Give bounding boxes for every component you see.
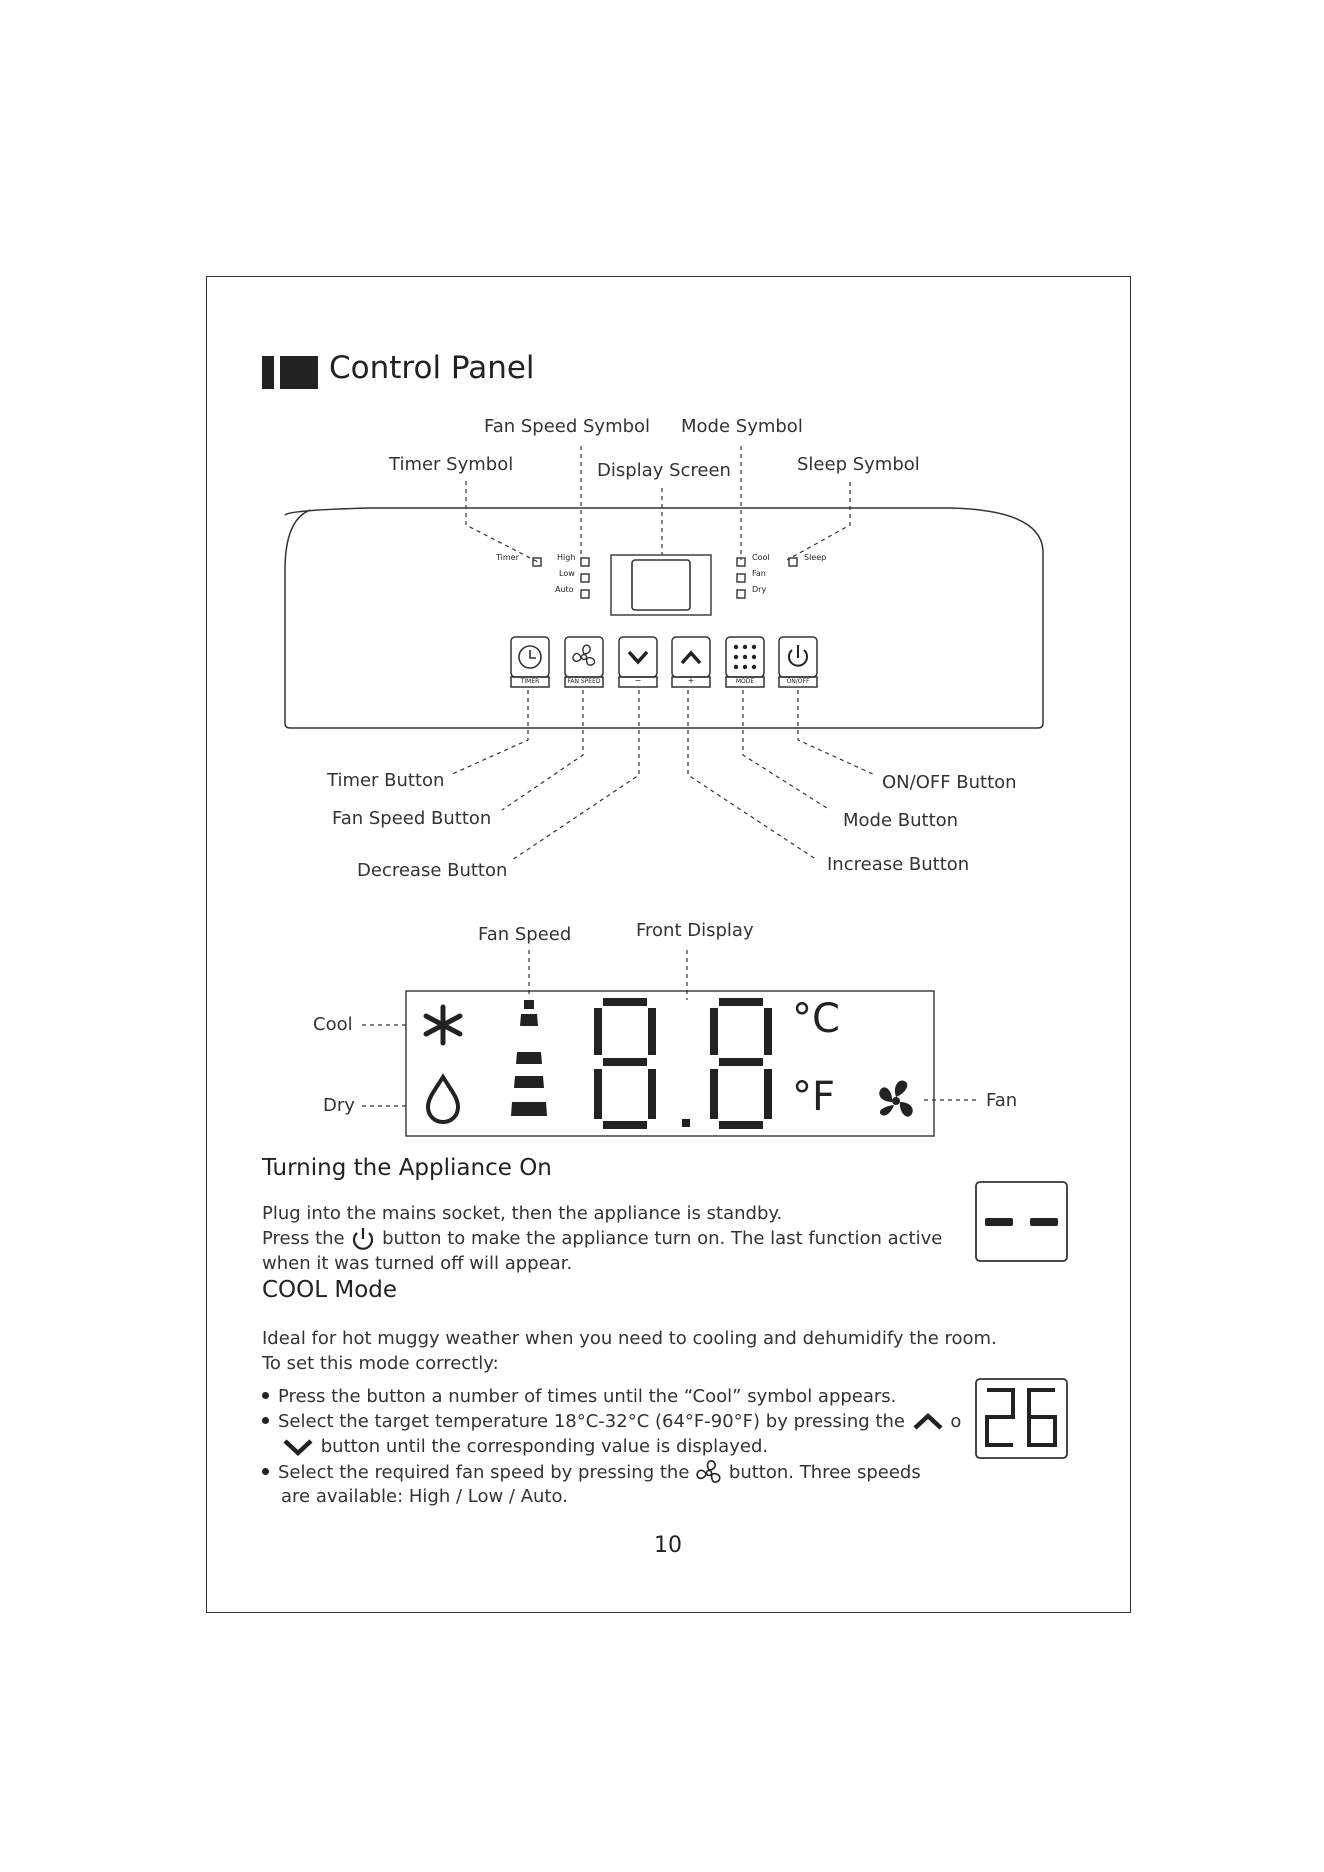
turning-on-line2-after: button to make the appliance turn on. The last function active: [382, 1228, 943, 1249]
indicator-sleep-label: Sleep: [804, 553, 827, 562]
turning-on-line2-before: Press the: [262, 1228, 345, 1249]
callout-fan-speed-symbol: Fan Speed Symbol: [484, 416, 651, 437]
power-icon: [789, 645, 807, 666]
chevron-up-icon: [911, 1412, 945, 1432]
indicator-cool-label: Cool: [752, 553, 770, 562]
water-drop-icon: [428, 1077, 458, 1122]
title-marker-icon-svg: [262, 356, 318, 389]
bullet-dot: [262, 1392, 269, 1399]
callout-fan-speed-button: Fan Speed Button: [332, 808, 492, 829]
decimal-point: [682, 1119, 690, 1127]
fan-icon: [695, 1459, 723, 1487]
callout-front-display: Front Display: [636, 920, 754, 941]
bullet-dot: [262, 1468, 269, 1475]
chevron-down-icon: [629, 652, 647, 662]
button-caption-minus: −: [634, 676, 642, 685]
callout-display-screen: Display Screen: [597, 460, 731, 481]
button-caption-plus: +: [687, 676, 695, 685]
fahrenheit-label: °F: [792, 1074, 836, 1120]
fan-icon: [573, 645, 595, 665]
cool-mode-bullet2-line2: [281, 1434, 768, 1459]
cool-mode-bullet2-line2-text: button until the corresponding value is displayed.: [320, 1436, 769, 1457]
indicator-dry-label: Dry: [752, 585, 767, 594]
cool-mode-bullet2-before: Select the target temperature 18°C-32°C (64°F-90°F) by pressing the: [278, 1411, 905, 1432]
power-icon: [350, 1226, 376, 1252]
cool-mode-bullet3-after: button. Three speeds: [728, 1462, 921, 1483]
button-caption-mode: MODE: [735, 678, 755, 685]
cool-mode-bullet2: [262, 1409, 961, 1434]
chevron-up-icon: [682, 653, 700, 663]
chevron-down-icon: [281, 1437, 315, 1457]
turning-on-line1: Plug into the mains socket, then the appliance is standby.: [262, 1203, 783, 1224]
callout-timer-symbol: Timer Symbol: [389, 454, 514, 475]
temperature-display-icon: [975, 1378, 1068, 1459]
callout-fan-speed: Fan Speed: [478, 924, 572, 945]
celsius-label: °C: [792, 996, 840, 1042]
bullet-dot: [262, 1417, 269, 1424]
callout-decrease-button: Decrease Button: [357, 860, 508, 881]
callout-dry: Dry: [323, 1095, 355, 1116]
indicator-low-label: Low: [559, 569, 575, 578]
snowflake-icon: [426, 1007, 460, 1043]
seven-segment-digit-1: [598, 1002, 652, 1125]
cool-mode-heading: COOL Mode: [262, 1277, 398, 1303]
callout-mode-symbol: Mode Symbol: [681, 416, 803, 437]
button-caption-on-off: ON/OFF: [786, 678, 810, 685]
cool-mode-bullet2-after: o: [950, 1411, 962, 1432]
page-number: 10: [654, 1533, 682, 1558]
seven-segment-digit-2: [714, 1002, 768, 1125]
cool-mode-bullet3: [262, 1459, 921, 1487]
button-caption-fan-speed: FAN SPEED: [567, 678, 601, 685]
cool-mode-bullet1-text: Press the button a number of times until the “Cool” symbol appears.: [278, 1386, 897, 1407]
indicator-auto-label: Auto: [555, 585, 574, 594]
turning-on-heading: Turning the Appliance On: [262, 1155, 552, 1181]
cool-mode-intro1: Ideal for hot muggy weather when you need to cooling and dehumidify the room.: [262, 1328, 997, 1349]
fan-blade-icon: [879, 1080, 913, 1116]
fan-speed-bars-icon: [511, 1000, 547, 1116]
cool-mode-bullet1: [262, 1384, 896, 1409]
cool-mode-intro2: To set this mode correctly:: [262, 1353, 499, 1374]
indicator-high-label: High: [557, 553, 576, 562]
callout-increase-button: Increase Button: [827, 854, 970, 875]
turning-on-line2: [262, 1226, 942, 1252]
title-marker-icon: [262, 356, 318, 393]
button-caption-timer: TIMER: [520, 678, 540, 685]
callout-fan: Fan: [986, 1090, 1018, 1111]
callout-sleep-symbol: Sleep Symbol: [797, 454, 920, 475]
mode-dots-icon: [734, 645, 756, 669]
cool-mode-bullet3-before: Select the required fan speed by pressing the: [278, 1462, 690, 1483]
callout-timer-button: Timer Button: [327, 770, 445, 791]
indicator-fan-label: Fan: [752, 569, 766, 578]
callout-cool: Cool: [313, 1014, 353, 1035]
callout-mode-button: Mode Button: [843, 810, 959, 831]
indicator-timer-label: Timer: [496, 553, 519, 562]
callout-on-off-button: ON/OFF Button: [882, 772, 1017, 793]
cool-mode-bullet3-line2: are available: High / Low / Auto.: [281, 1486, 568, 1507]
timer-icon: [519, 646, 541, 668]
standby-display-icon: [975, 1181, 1068, 1262]
page-title: Control Panel: [329, 350, 535, 386]
front-display-diagram: [300, 930, 1060, 1140]
turning-on-line3: when it was turned off will appear.: [262, 1253, 573, 1274]
